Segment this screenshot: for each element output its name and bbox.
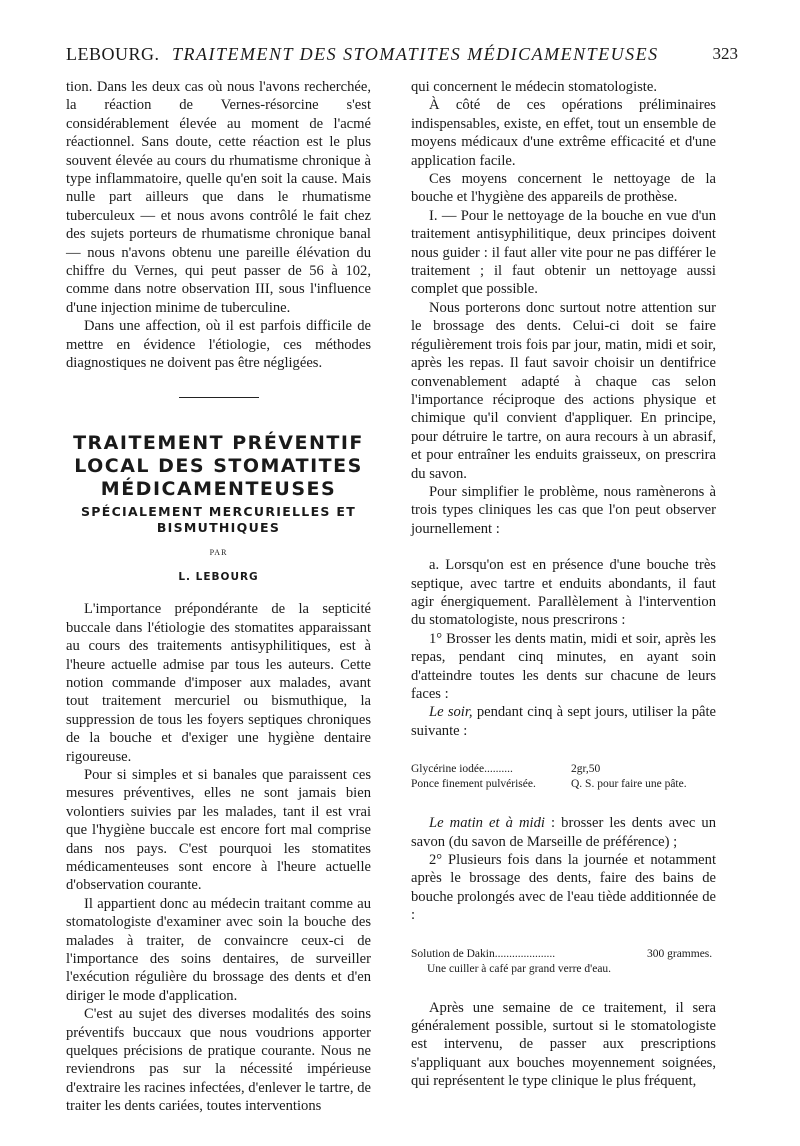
paragraph: Pour si simples et si banales que paraissent ces mesures préventives, elles ne sont jamais bien volontiers suivies par les malades, tant il est vrai que l'hygiène buccale est encore fort mal comprise dans nos pays. C'est pourquoi les stomatites médicamenteuses sont encore à l'heure actuelle d'observation courante. [66,766,371,894]
prescription-instruction: Une cuiller à café par grand verre d'eau. [427,962,612,975]
section-divider [179,397,259,398]
paragraph: L'importance prépondérante de la septicité buccale dans l'étiologie des stomatites apparaissant au cours des traitements antisyphilitiques, est à l'heure actuelle admise par tous les auteurs. Cette notion commande d'imposer aux malades, avant tout traitement mercuriel ou bismuthique, la suppression de tous les foyers septiques chroniques de la bouche et d'exiger une hygiène dentaire rigoureuse. [66,601,371,765]
page-number: 323 [712,44,738,63]
paragraph [411,814,716,851]
paragraph: I. — Pour le nettoyage de la bouche en vue d'un traitement antisyphilitique, deux principes doivent nous guider : il faut aller vite pour ne pas différer le traitement ; il faut obtenir un nettoyage aussi complet que possible. [411,207,716,298]
prescription-dose: 300 grammes. [647,947,713,960]
paragraph: Après une semaine de ce traitement, il sera généralement possible, surtout si le stomatologiste est intervenu, de passer aux prescriptions s'appliquant aux bouches moyennement soignées, qui représentent le type clinique le plus fréquent, [411,999,716,1090]
article-subtitle: SPÉCIALEMENT MERCURIELLES ET BISMUTHIQUES [80,503,357,535]
emphasis: Le soir, [429,704,473,721]
left-column [66,78,371,1116]
paragraph: Dans une affection, où il est parfois difficile de mettre en évidence l'étiologie, ces méthodes diagnostiques ne doivent pas être négligées. [66,318,371,372]
paragraph: Il appartient donc au médecin traitant comme au stomatologiste d'examiner avec soin la bouche des malades à traiter, de convaincre ceux-ci de l'importance des soins dentaires, de surveiller l'exécution régulière du brossage des dents et d'en diriger le mode d'application. [66,895,371,1004]
paragraph: C'est au sujet des diverses modalités des soins préventifs buccaux que nous voudrions apporter quelques précisions de pratique courante. Nous ne reviendrons pas sur la nécessité impérieuse d'extraire les racines infectées, d'enlever le tartre, de traiter les dents cariées, toutes interventions [66,1006,371,1115]
paragraph: Nous porterons donc surtout notre attention sur le brossage des dents. Celui-ci doit se faire régulièrement trois fois par jour, matin, midi et soir, après les repas. Il faut savoir choisir un dentifrice convenablement adapté à chaque cas selon l'importance réciproque des actions physique et chimique qu'il convient d'appliquer. En principe, pour détruire le tartre, on aura recours à un abrasif, et pour entraîner les enduits graisseux, on prescrira du savon. [411,299,716,482]
paragraph-text: pendant cinq à sept jours, utiliser la pâte suivante : [411,704,717,739]
byline-par: PAR [209,547,228,557]
prescription-2 [411,947,716,977]
paragraph: 1° Brosser les dents matin, midi et soir, après les repas, pendant cinq minutes, en ayant soin d'atteindre toutes les dents sur chacune de leurs faces : [411,630,716,702]
header-title: TRAITEMENT DES STOMATITES MÉDICAMENTEUSES [172,44,659,64]
article-author: L. LEBOURG [178,570,259,583]
article-title: TRAITEMENT PRÉVENTIF LOCAL DES STOMATITES MÉDICAMENTEUSES [73,431,364,500]
paragraph: À côté de ces opérations préliminaires indispensables, existe, en effet, tout un ensemble de moyens médicaux d'une extrême efficacité et d'une application facile. [411,97,716,169]
running-header [66,44,738,70]
emphasis: Le matin et à midi [429,815,545,832]
paragraph-text: : brosser les dents avec un savon (du savon de Marseille de préférence) ; [411,815,716,850]
prescription-dose: Q. S. pour faire une pâte. [571,778,687,791]
prescription-item: Solution de Dakin..................... [411,947,556,960]
right-column [411,78,716,1091]
paragraph [411,703,716,740]
paragraph: Pour simplifier le problème, nous ramènerons à trois types cliniques les cas que l'on peut observer journellement : [411,483,716,537]
paragraph: a. Lorsqu'on est en présence d'une bouche très septique, avec tartre et enduits abondants, il faut agir énergiquement. Parallèlement à l'intervention du stomatologiste, nous prescrirons : [411,557,716,629]
paragraph: tion. Dans les deux cas où nous l'avons recherchée, la réaction de Vernes-résorcine s'est considérablement élevée au moment de l'acmé réactionnel. Sans doute, cette réaction est le plus souvent élevée au cours du rhumatisme chronique à type inflammatoire, quelle qu'en soit la cause. Mais nulle part ailleurs que dans le rhumatisme tuberculeux — et nous avons contrôlé le fait chez des sujets porteurs de rhumatisme chronique banal — nous n'avons obtenu une pareille élévation du chiffre du Vernes, qui peut passer de 56 à 102, comme dans notre observation III, sous l'influence d'une injection minime de tuberculine. [66,79,371,316]
paragraph: Ces moyens concernent le nettoyage de la bouche et l'hygiène des appareils de prothèse. [411,171,716,206]
header-author: LEBOURG. [66,44,160,64]
paragraph: 2° Plusieurs fois dans la journée et notamment après le brossage des dents, faire des bains de bouche prolongés avec de l'eau tiède additionnée de : [411,852,716,924]
prescription-item: Glycérine iodée.......... [411,763,513,776]
paragraph: qui concernent le médecin stomatologiste. [411,79,657,95]
prescription-dose: 2gr,50 [571,763,601,776]
prescription-item: Ponce finement pulvérisée. [411,778,536,791]
prescription-1 [411,762,716,792]
